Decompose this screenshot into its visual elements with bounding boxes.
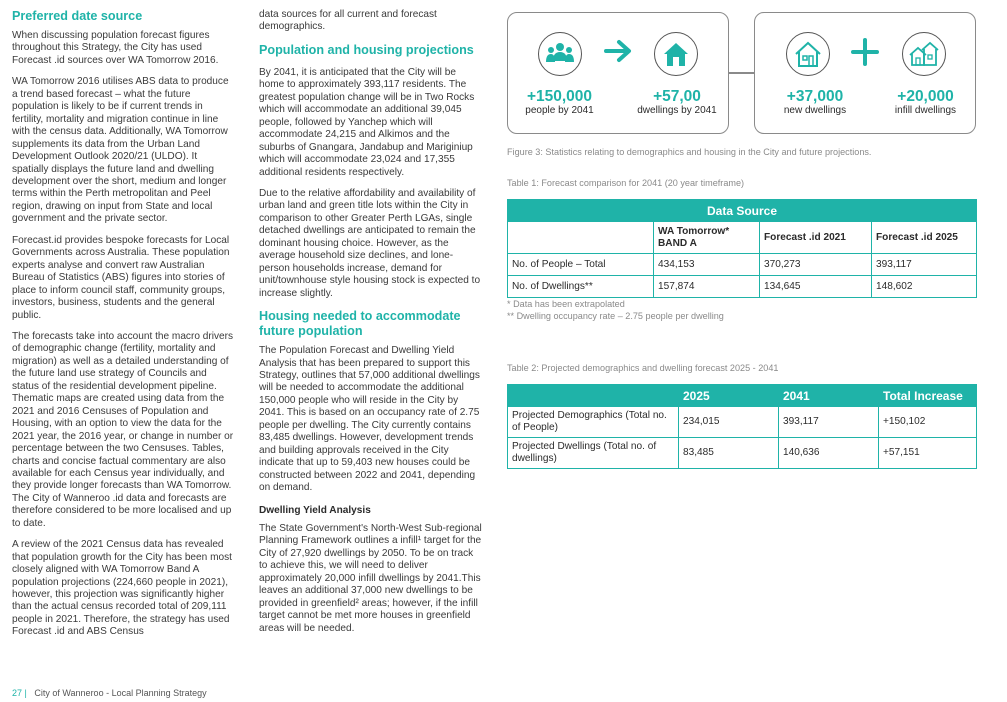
table-cell: 83,485 [679,438,779,469]
paragraph: Due to the relative affordability and availability of urban land and green title lots within the City in comparison to other Greater Perth LGAs, single detached dwellings are anticipated to remain the dominant housing choice. However, as the average household size declines, and lone-person households increase, demand for unit/townhouse style housing stock is expected to increase slightly. [259,187,481,299]
page-number: 27 | [12,688,27,698]
paragraph: By 2041, it is anticipated that the City will be home to approximately 393,117 residents. The greatest population change will be in Two Rocks which will accommodate an additional 39,045 people, followed by Yanchep which will accommodate 24,215 and Alkimos and the suburbs of Gnangara, Jandabup and Mariginiup which will accommodate 23,024 and 17,355 additional residents respectively. [259,66,475,178]
paragraph: The forecasts take into account the macro drivers of demographic change (fertility, mortality and migration) as well as a detailed understanding of the future land use strategy of Councils and status of the residential development pipeline. Thematic maps are created using data from the 2021 and 2016 Censuses of Population and Housing, with an option to view the data for the 2021 year, the 2016 year, or change in number or percentage between the two Censuses. Tables, charts and concise factual commentary are also available for each Census year individually, and they provide longer forecasts than WA Tomorrow. The City of Wanneroo .id data and forecasts are therefore considered to be more localised and up to date. [12,330,234,529]
table-cell: 393,117 [872,254,977,276]
paragraph: A review of the 2021 Census data has revealed that population growth for the City has been most closely aligned with WA Tomorrow Band A population projections (224,660 people in 2021), however, this projection was significantly higher than the actual census recorded total of 209,111 people in 2021. Therefore, the strategy has used Forecast .id and ABS Census [12,539,232,638]
people-icon [538,32,582,76]
header-cell: Forecast .id 2021 [760,222,872,254]
paragraph: The Population Forecast and Dwelling Yield Analysis that has been prepared to support this Strategy, outlines that 57,000 additional dwellings will be needed to accommodate the additional 150,000 people who will reside in the City by 2041. This is based on an occupancy rate of 2.75 people per dwelling. The City currently contains 83,485 dwellings. However, development trends and building approvals received in the City indicate that up to 59,403 new houses could be constructed between 2022 and 2041, depending on demand. [259,345,480,494]
figure-caption: Figure 3: Statistics relating to demographics and housing in the City and future projections. [507,147,872,157]
stat-people [512,88,607,117]
section-heading: Preferred date source [12,9,143,23]
table-caption: Table 1: Forecast comparison for 2041 (20 year timeframe) [507,178,745,188]
table-header-row [508,200,977,222]
header-cell: 2025 [679,385,779,407]
table-cell: +57,151 [879,438,977,469]
table-cell: 434,153 [654,254,760,276]
header-cell: Forecast .id 2025 [872,222,977,254]
row-label: No. of Dwellings** [508,276,654,298]
paragraph: The State Government's North-West Sub-regional Planning Framework outlines a infill¹ target for the City of 27,920 dwellings by 2050. To be on track to achieve this, we will need to deliver approximately 20,000 infill dwellings by 2041.This leaves an additional 37,000 new dwellings to be provided in greenfield² areas; however, if the infill target cannot be met more houses in greenfield areas will be needed. [259,522,482,634]
projected-demographics-table [507,384,977,469]
stat-label: dwellings by 2041 [637,105,717,116]
header-cell: 2041 [779,385,879,407]
paragraph: WA Tomorrow 2016 utilises ABS data to produce a trend based forecast – what the future population is likely to be if current trends in fertility, mortality and migration continue in line with the census data. Additionally, WA Tomorrow supplements its data from the Urban Land Development Outlook 2020/21 (ULDO). It spatially displays the future land and dwelling development over the short, medium and longer terms within the Perth metropolitan and Peel region, drawing on input from State and local government and the private sector. [12,76,229,225]
table-row [508,276,977,298]
table-cell: 393,117 [779,407,879,438]
table-cell: 140,636 [779,438,879,469]
table-row [508,438,977,469]
header-cell: Total Increase [879,385,977,407]
stat-value: +57,00 [653,88,701,105]
header-cell [508,385,679,407]
footer-title: City of Wanneroo - Local Planning Strategy [34,688,207,698]
table-header-row [508,385,977,407]
stat-new-dwellings [765,88,865,117]
paragraph: When discussing population forecast figures throughout this Strategy, the City has used Forecast .id sources over WA Tomorrow 2016. [12,30,219,66]
table-cell: 157,874 [654,276,760,298]
table-caption: Table 2: Projected demographics and dwelling forecast 2025 - 2041 [507,363,779,373]
stat-infill-dwellings [878,88,973,117]
stat-label: infill dwellings [894,105,957,116]
page-footer [12,688,207,698]
band-header: Data Source [508,200,977,222]
stat-value: +37,000 [786,88,844,105]
plus-icon [850,38,880,72]
footnote: * Data has been extrapolated [507,299,625,309]
table-cell: +150,102 [879,407,977,438]
table-cell: 134,645 [760,276,872,298]
stat-dwellings [627,88,727,117]
paragraph: Forecast.id provides bespoke forecasts for Local Governments across Australia. These population experts analyse and convert raw Australian Bureau of Statistics (ABS) figures into stories of place to inform council staff, community groups, investors, business, students and the general public. [12,234,230,321]
footnote: ** Dwelling occupancy rate – 2.75 people per dwelling [507,310,724,321]
header-cell [508,222,654,254]
table-notes [507,299,724,322]
middle-column [259,9,483,644]
header-cell: WA Tomorrow* BAND A [654,222,760,254]
stat-label: new dwellings [783,105,847,116]
forecast-comparison-table [507,199,977,298]
row-label: Projected Demographics (Total no. of People) [508,407,679,438]
stat-value: +150,000 [526,88,593,105]
section-heading: Population and housing projections [259,42,474,57]
new-house-icon [786,32,830,76]
paragraph: data sources for all current and forecast demographics. [259,9,437,33]
stat-label: people by 2041 [525,105,594,116]
table-row [508,407,977,438]
table-row [508,254,977,276]
connector-line [729,72,754,74]
stat-value: +20,000 [897,88,954,105]
table-header-row [508,222,977,254]
left-column [12,9,234,648]
section-heading: Housing needed to accommodate future population [259,309,461,339]
table-cell: 148,602 [872,276,977,298]
row-label: Projected Dwellings (Total no. of dwellings) [508,438,679,469]
house-icon [654,32,698,76]
table-cell: 370,273 [760,254,872,276]
subheading: Dwelling Yield Analysis [259,504,371,516]
infill-houses-icon [902,32,946,76]
arrow-right-icon [604,38,634,70]
row-label: No. of People – Total [508,254,654,276]
table-cell: 234,015 [679,407,779,438]
